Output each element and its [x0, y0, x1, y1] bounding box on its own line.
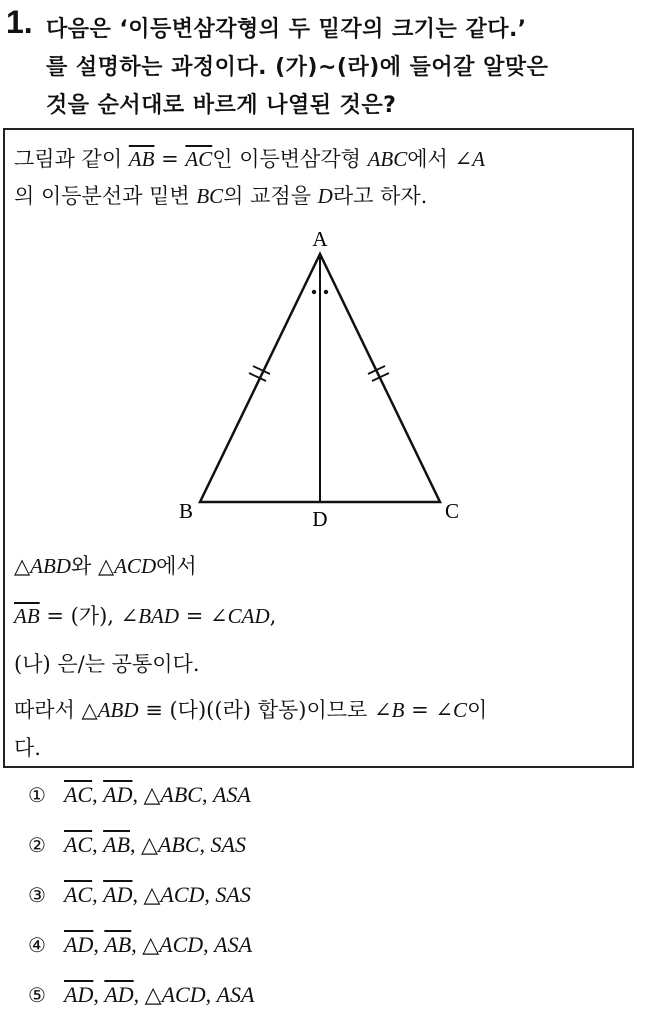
choice-segment: $\overline{AC}$	[64, 782, 93, 807]
segment-ac: $\overline{AC}$	[185, 147, 213, 171]
equals: =	[154, 147, 186, 171]
segment-bc: BC	[196, 184, 224, 208]
text: = ∠	[179, 604, 228, 628]
tick-mark-ab	[249, 373, 266, 381]
proof-line-5: 다.	[14, 736, 41, 760]
choice-1[interactable]: ① $\overline{AC}$, $\overline{AD}$, △ABC, ASA	[28, 782, 251, 807]
question-line-3: 것을 순서대로 바르게 나열된 것은?	[46, 93, 397, 118]
text: 의 이등분선과 밑변	[14, 184, 197, 208]
choice-triangle: ABC	[157, 832, 200, 857]
choice-4[interactable]: ④ $\overline{AD}$, $\overline{AB}$, △ACD, ASA	[28, 932, 253, 957]
choice-number: ④	[28, 933, 46, 957]
choice-5[interactable]: ⑤ $\overline{AD}$, $\overline{AD}$, △ACD, ASA	[28, 982, 255, 1007]
text: △	[14, 554, 31, 578]
text: = ∠	[404, 698, 453, 722]
text: ,	[269, 604, 277, 628]
choice-congruence: ASA	[214, 932, 253, 957]
choice-segment: $\overline{AD}$	[103, 882, 133, 907]
proof-line-2	[14, 600, 276, 630]
choice-number: ⑤	[28, 983, 46, 1007]
triangle-abc: ABC	[367, 147, 408, 171]
segment-ab: $\overline{AB}$	[14, 604, 40, 628]
proof-line-3: (나) 은/는 공통이다.	[14, 652, 200, 676]
choice-segment: $\overline{AD}$	[64, 932, 94, 957]
choice-triangle: ABC	[160, 782, 202, 807]
choice-number: ③	[28, 883, 46, 907]
choice-number: ①	[28, 783, 46, 807]
text: ≡ (다)((라) 합동)이므로 ∠	[138, 698, 392, 722]
choice-number: ②	[28, 833, 46, 857]
label-c: C	[444, 499, 460, 523]
choice-segment: $\overline{AB}$	[104, 932, 132, 957]
label-b: B	[178, 499, 194, 523]
text: 와 △	[70, 554, 115, 578]
choice-congruence: SAS	[210, 832, 246, 857]
choice-segment: $\overline{AD}$	[104, 982, 134, 1007]
label-a: A	[312, 227, 328, 251]
angle-b: B	[391, 698, 405, 722]
triangle-abd: ABD	[30, 554, 71, 578]
isosceles-triangle-figure	[150, 222, 480, 532]
text: 그림과 같이	[14, 147, 129, 171]
choice-congruence: ASA	[212, 782, 251, 807]
choice-segment: $\overline{AD}$	[103, 782, 133, 807]
choice-triangle: ACD	[161, 982, 206, 1007]
choice-2[interactable]: ② $\overline{AC}$, $\overline{AB}$, △ABC, SAS	[28, 832, 246, 857]
choice-triangle: ACD	[160, 882, 205, 907]
choice-congruence: ASA	[216, 982, 255, 1007]
point-d: D	[317, 184, 333, 208]
text: 에서	[156, 554, 197, 578]
label-d: D	[312, 507, 328, 531]
angle-mark	[312, 290, 316, 294]
text: 라고 하자.	[332, 184, 428, 208]
intro-line-1	[14, 143, 485, 173]
text: 의 교점을	[223, 184, 318, 208]
text: 따라서 △	[14, 698, 98, 722]
question-number: 1.	[6, 4, 33, 40]
choice-triangle: ACD	[159, 932, 204, 957]
triangle-abd: ABD	[97, 698, 139, 722]
segment-ab: $\overline{AB}$	[128, 147, 155, 171]
text: = (가), ∠	[39, 604, 139, 628]
text: 이	[466, 698, 488, 722]
choice-segment: $\overline{AB}$	[103, 832, 131, 857]
intro-line-2	[14, 180, 427, 210]
proof-line-4	[14, 694, 487, 724]
question-line-2: 를 설명하는 과정이다. (가)~(라)에 들어갈 알맞은	[46, 55, 549, 80]
angle-cad: CAD	[227, 604, 270, 628]
triangle-acd: ACD	[114, 554, 157, 578]
angle-c: C	[452, 698, 467, 722]
question-line-1: 다음은 ‘이등변삼각형의 두 밑각의 크기는 같다.’	[46, 17, 527, 42]
angle-a: A	[472, 147, 485, 171]
choice-segment: $\overline{AD}$	[64, 982, 94, 1007]
choice-segment: $\overline{AC}$	[64, 882, 93, 907]
choice-segment: $\overline{AC}$	[64, 832, 93, 857]
text: 에서 ∠	[407, 147, 473, 171]
angle-bad: BAD	[138, 604, 180, 628]
proof-line-1	[14, 550, 197, 580]
angle-mark	[324, 290, 328, 294]
text: 인 이등변삼각형	[212, 147, 368, 171]
choice-3[interactable]: ③ $\overline{AC}$, $\overline{AD}$, △ACD, SAS	[28, 882, 251, 907]
choice-congruence: SAS	[215, 882, 251, 907]
